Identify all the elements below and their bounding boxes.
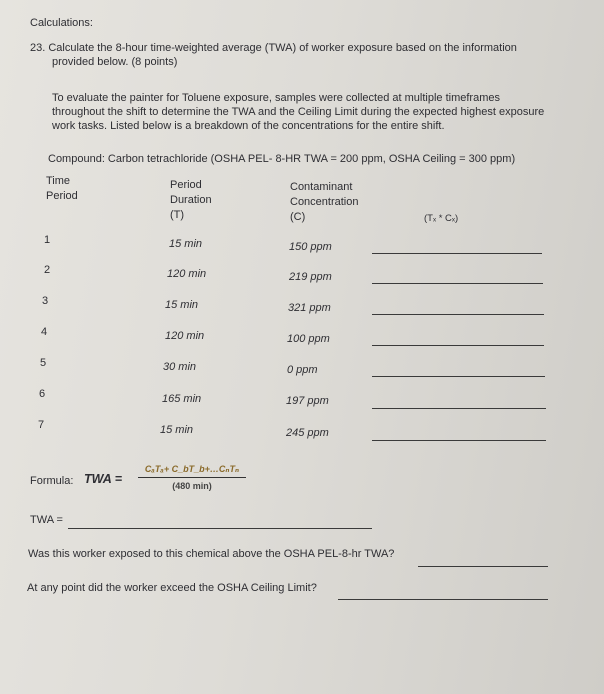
header-concentration — [290, 180, 359, 225]
formula-label: Formula: — [30, 475, 74, 487]
header-concentration-l2: Concentration — [290, 196, 359, 208]
question-ceiling-exceeded: At any point did the worker exceed the OSHA Ceiling Limit? — [27, 582, 317, 594]
row-concentration: 245 ppm — [286, 427, 329, 439]
row-period: 2 — [44, 264, 51, 276]
formula-lhs: TWA = — [84, 472, 123, 486]
row-duration: 120 min — [167, 268, 207, 280]
answer-blank[interactable] — [372, 345, 544, 346]
header-time-period — [46, 174, 78, 204]
formula-denominator: (480 min) — [172, 481, 212, 491]
row-concentration: 0 ppm — [287, 364, 318, 376]
intro-line-2: throughout the shift to determine the TWA and the Ceiling Limit during the expected highest exposure — [52, 106, 545, 118]
question-line-2: provided below. (8 points) — [52, 56, 178, 68]
compound-line: Compound: Carbon tetrachloride (OSHA PEL- 8-HR TWA = 200 ppm, OSHA Ceiling = 300 ppm) — [48, 153, 516, 165]
formula-numerator: CₐTₐ+ C_bT_b+…CₙTₙ — [144, 464, 240, 474]
header-duration-l3: (T) — [170, 209, 185, 221]
header-time: Time — [46, 175, 71, 187]
row-concentration: 219 ppm — [289, 271, 332, 283]
question-pel-exceeded: Was this worker exposed to this chemical above the OSHA PEL-8-hr TWA? — [28, 548, 395, 560]
row-period: 1 — [44, 234, 51, 246]
intro-line-1: To evaluate the painter for Toluene exposure, samples were collected at multiple timeframes — [52, 92, 500, 104]
row-period: 6 — [39, 388, 46, 400]
header-duration-l2: Duration — [170, 194, 212, 206]
answer-blank[interactable] — [372, 314, 544, 315]
answer-blank[interactable] — [372, 408, 546, 409]
row-duration: 30 min — [163, 361, 197, 373]
question-line-1: 23. Calculate the 8-hour time-weighted average (TWA) of worker exposure based on the information — [30, 42, 517, 54]
twa-answer-label: TWA = — [30, 514, 63, 526]
section-heading: Calculations: — [30, 17, 93, 29]
row-duration: 15 min — [160, 424, 194, 436]
row-period: 7 — [38, 419, 45, 431]
header-concentration-l1: Contaminant — [290, 181, 353, 193]
pel-answer-blank[interactable] — [418, 566, 548, 567]
header-concentration-l3: (C) — [290, 211, 306, 223]
header-duration — [170, 178, 212, 223]
row-concentration: 197 ppm — [286, 395, 329, 407]
ceiling-answer-blank[interactable] — [338, 599, 548, 600]
answer-blank[interactable] — [372, 440, 546, 441]
row-duration: 15 min — [165, 299, 199, 311]
header-period: Period — [46, 190, 78, 202]
row-concentration: 100 ppm — [287, 333, 330, 345]
header-duration-l1: Period — [170, 179, 202, 191]
row-period: 3 — [42, 295, 49, 307]
row-concentration: 150 ppm — [289, 241, 332, 253]
formula-fraction — [138, 464, 246, 491]
row-period: 4 — [41, 326, 48, 338]
answer-blank[interactable] — [372, 283, 543, 284]
answer-blank[interactable] — [372, 376, 545, 377]
intro-line-3: work tasks. Listed below is a breakdown of the concentrations for the entire shift. — [52, 120, 445, 132]
row-concentration: 321 ppm — [288, 302, 331, 314]
row-duration: 15 min — [169, 238, 203, 250]
answer-blank[interactable] — [372, 253, 542, 254]
row-period: 5 — [40, 357, 47, 369]
twa-answer-blank[interactable] — [68, 528, 372, 529]
header-product: (Tₓ * Cₓ) — [424, 213, 459, 224]
row-duration: 165 min — [162, 393, 202, 405]
fraction-bar — [138, 477, 246, 478]
row-duration: 120 min — [165, 330, 205, 342]
